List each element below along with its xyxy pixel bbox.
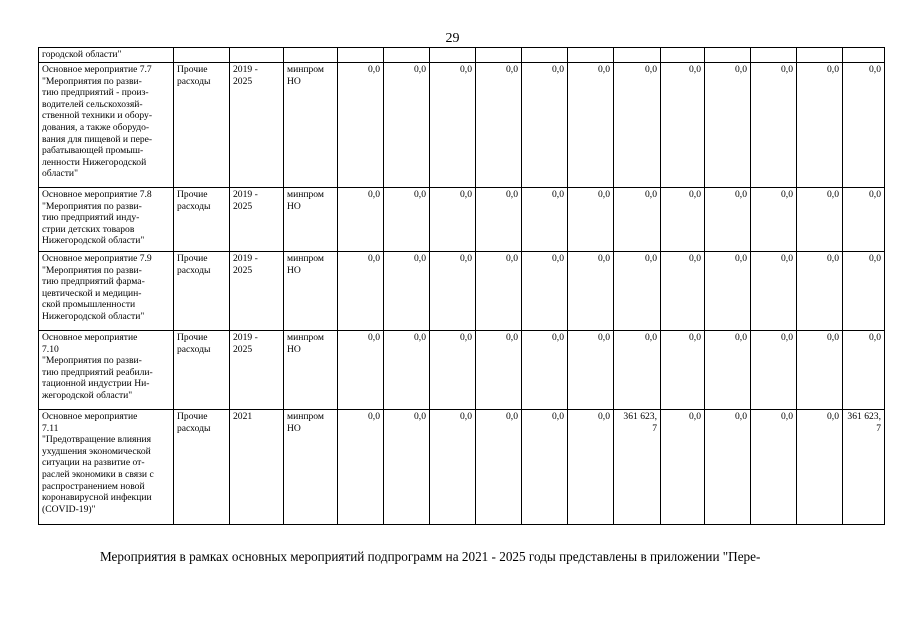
value-cell: 0,0 [338,331,384,410]
expense-type: Прочие расходы [174,252,230,331]
value-cell: 0,0 [614,252,661,331]
value-cell: 0,0 [430,63,476,188]
period: 2019 - 2025 [230,188,284,252]
value-cell: 0,0 [384,63,430,188]
executor: минпром НО [284,188,338,252]
executor: минпром НО [284,410,338,525]
table-row [39,331,885,410]
value-cell: 0,0 [797,63,843,188]
value-cell: 0,0 [430,331,476,410]
activity-name: Основное мероприятие 7.9 "Мероприятия по разви- тию предприятий фарма- цевтической и медицин- ской промышленности Нижегородской области" [39,252,174,331]
value-cell: 0,0 [568,252,614,331]
value-cell: 0,0 [522,63,568,188]
value-cell: 0,0 [476,188,522,252]
value-cell: 0,0 [661,410,705,525]
value-cell: 0,0 [797,410,843,525]
value-cell: 0,0 [705,252,751,331]
value-cell: 361 623, 7 [843,410,885,525]
value-cell: 0,0 [522,410,568,525]
executor: минпром НО [284,252,338,331]
executor: минпром НО [284,331,338,410]
value-cell: 0,0 [661,331,705,410]
value-cell: 0,0 [843,331,885,410]
table-row [39,410,885,525]
value-cell: 0,0 [338,410,384,525]
value-cell: 0,0 [797,331,843,410]
value-cell: 0,0 [522,252,568,331]
value-cell: 0,0 [430,188,476,252]
table-row [39,252,885,331]
value-cell: 0,0 [751,410,797,525]
value-cell: 361 623, 7 [614,410,661,525]
value-cell: 0,0 [705,331,751,410]
value-cell: 0,0 [384,252,430,331]
value-cell: 0,0 [797,252,843,331]
value-cell: 0,0 [568,331,614,410]
activity-name: Основное мероприятие 7.11 "Предотвращение влияния ухудшения экономической ситуации на развитие от- раслей экономики в связи с распространением новой коронавирусной инфекции (COVID-19)" [39,410,174,525]
value-cell: 0,0 [476,252,522,331]
continuation-text: городской области" [39,48,174,63]
value-cell: 0,0 [430,252,476,331]
page-number: 29 [445,31,460,46]
table-row [39,188,885,252]
expense-type: Прочие расходы [174,410,230,525]
value-cell: 0,0 [384,410,430,525]
budget-table [38,47,885,525]
activity-name: Основное мероприятие 7.7 "Мероприятия по разви- тию предприятий - произ- водителей сельскохозяй- ственной техники и обору- дования, а также оборудо- вания для пищевой и пере- рабатывающей промыш- ленности Нижегородской области" [39,63,174,188]
value-cell: 0,0 [338,252,384,331]
value-cell: 0,0 [568,188,614,252]
expense-type: Прочие расходы [174,63,230,188]
value-cell: 0,0 [661,252,705,331]
value-cell: 0,0 [751,188,797,252]
expense-type: Прочие расходы [174,331,230,410]
value-cell: 0,0 [614,331,661,410]
value-cell: 0,0 [843,63,885,188]
value-cell: 0,0 [614,188,661,252]
period: 2019 - 2025 [230,63,284,188]
table-row [39,63,885,188]
period: 2021 [230,410,284,525]
activity-name: Основное мероприятие 7.10 "Мероприятия по разви- тию предприятий реабили- тационной индустрии Ни- жегородской области" [39,331,174,410]
value-cell: 0,0 [522,188,568,252]
value-cell: 0,0 [338,188,384,252]
value-cell: 0,0 [384,331,430,410]
value-cell: 0,0 [476,331,522,410]
footer-paragraph: Мероприятия в рамках основных мероприятий подпрограмм на 2021 - 2025 годы представлены в приложении "Пере- [100,549,761,564]
value-cell: 0,0 [751,331,797,410]
value-cell: 0,0 [430,410,476,525]
table-row-continuation [39,48,885,63]
value-cell: 0,0 [843,252,885,331]
value-cell: 0,0 [568,410,614,525]
value-cell: 0,0 [476,63,522,188]
value-cell: 0,0 [614,63,661,188]
value-cell: 0,0 [797,188,843,252]
value-cell: 0,0 [338,63,384,188]
value-cell: 0,0 [705,410,751,525]
value-cell: 0,0 [522,331,568,410]
value-cell: 0,0 [568,63,614,188]
value-cell: 0,0 [843,188,885,252]
expense-type: Прочие расходы [174,188,230,252]
value-cell: 0,0 [705,63,751,188]
period: 2019 - 2025 [230,331,284,410]
value-cell: 0,0 [751,63,797,188]
value-cell: 0,0 [661,63,705,188]
value-cell: 0,0 [661,188,705,252]
value-cell: 0,0 [384,188,430,252]
value-cell: 0,0 [751,252,797,331]
executor: минпром НО [284,63,338,188]
period: 2019 - 2025 [230,252,284,331]
value-cell: 0,0 [705,188,751,252]
activity-name: Основное мероприятие 7.8 "Мероприятия по разви- тию предприятий инду- стрии детских товаров Нижегородской области" [39,188,174,252]
value-cell: 0,0 [476,410,522,525]
